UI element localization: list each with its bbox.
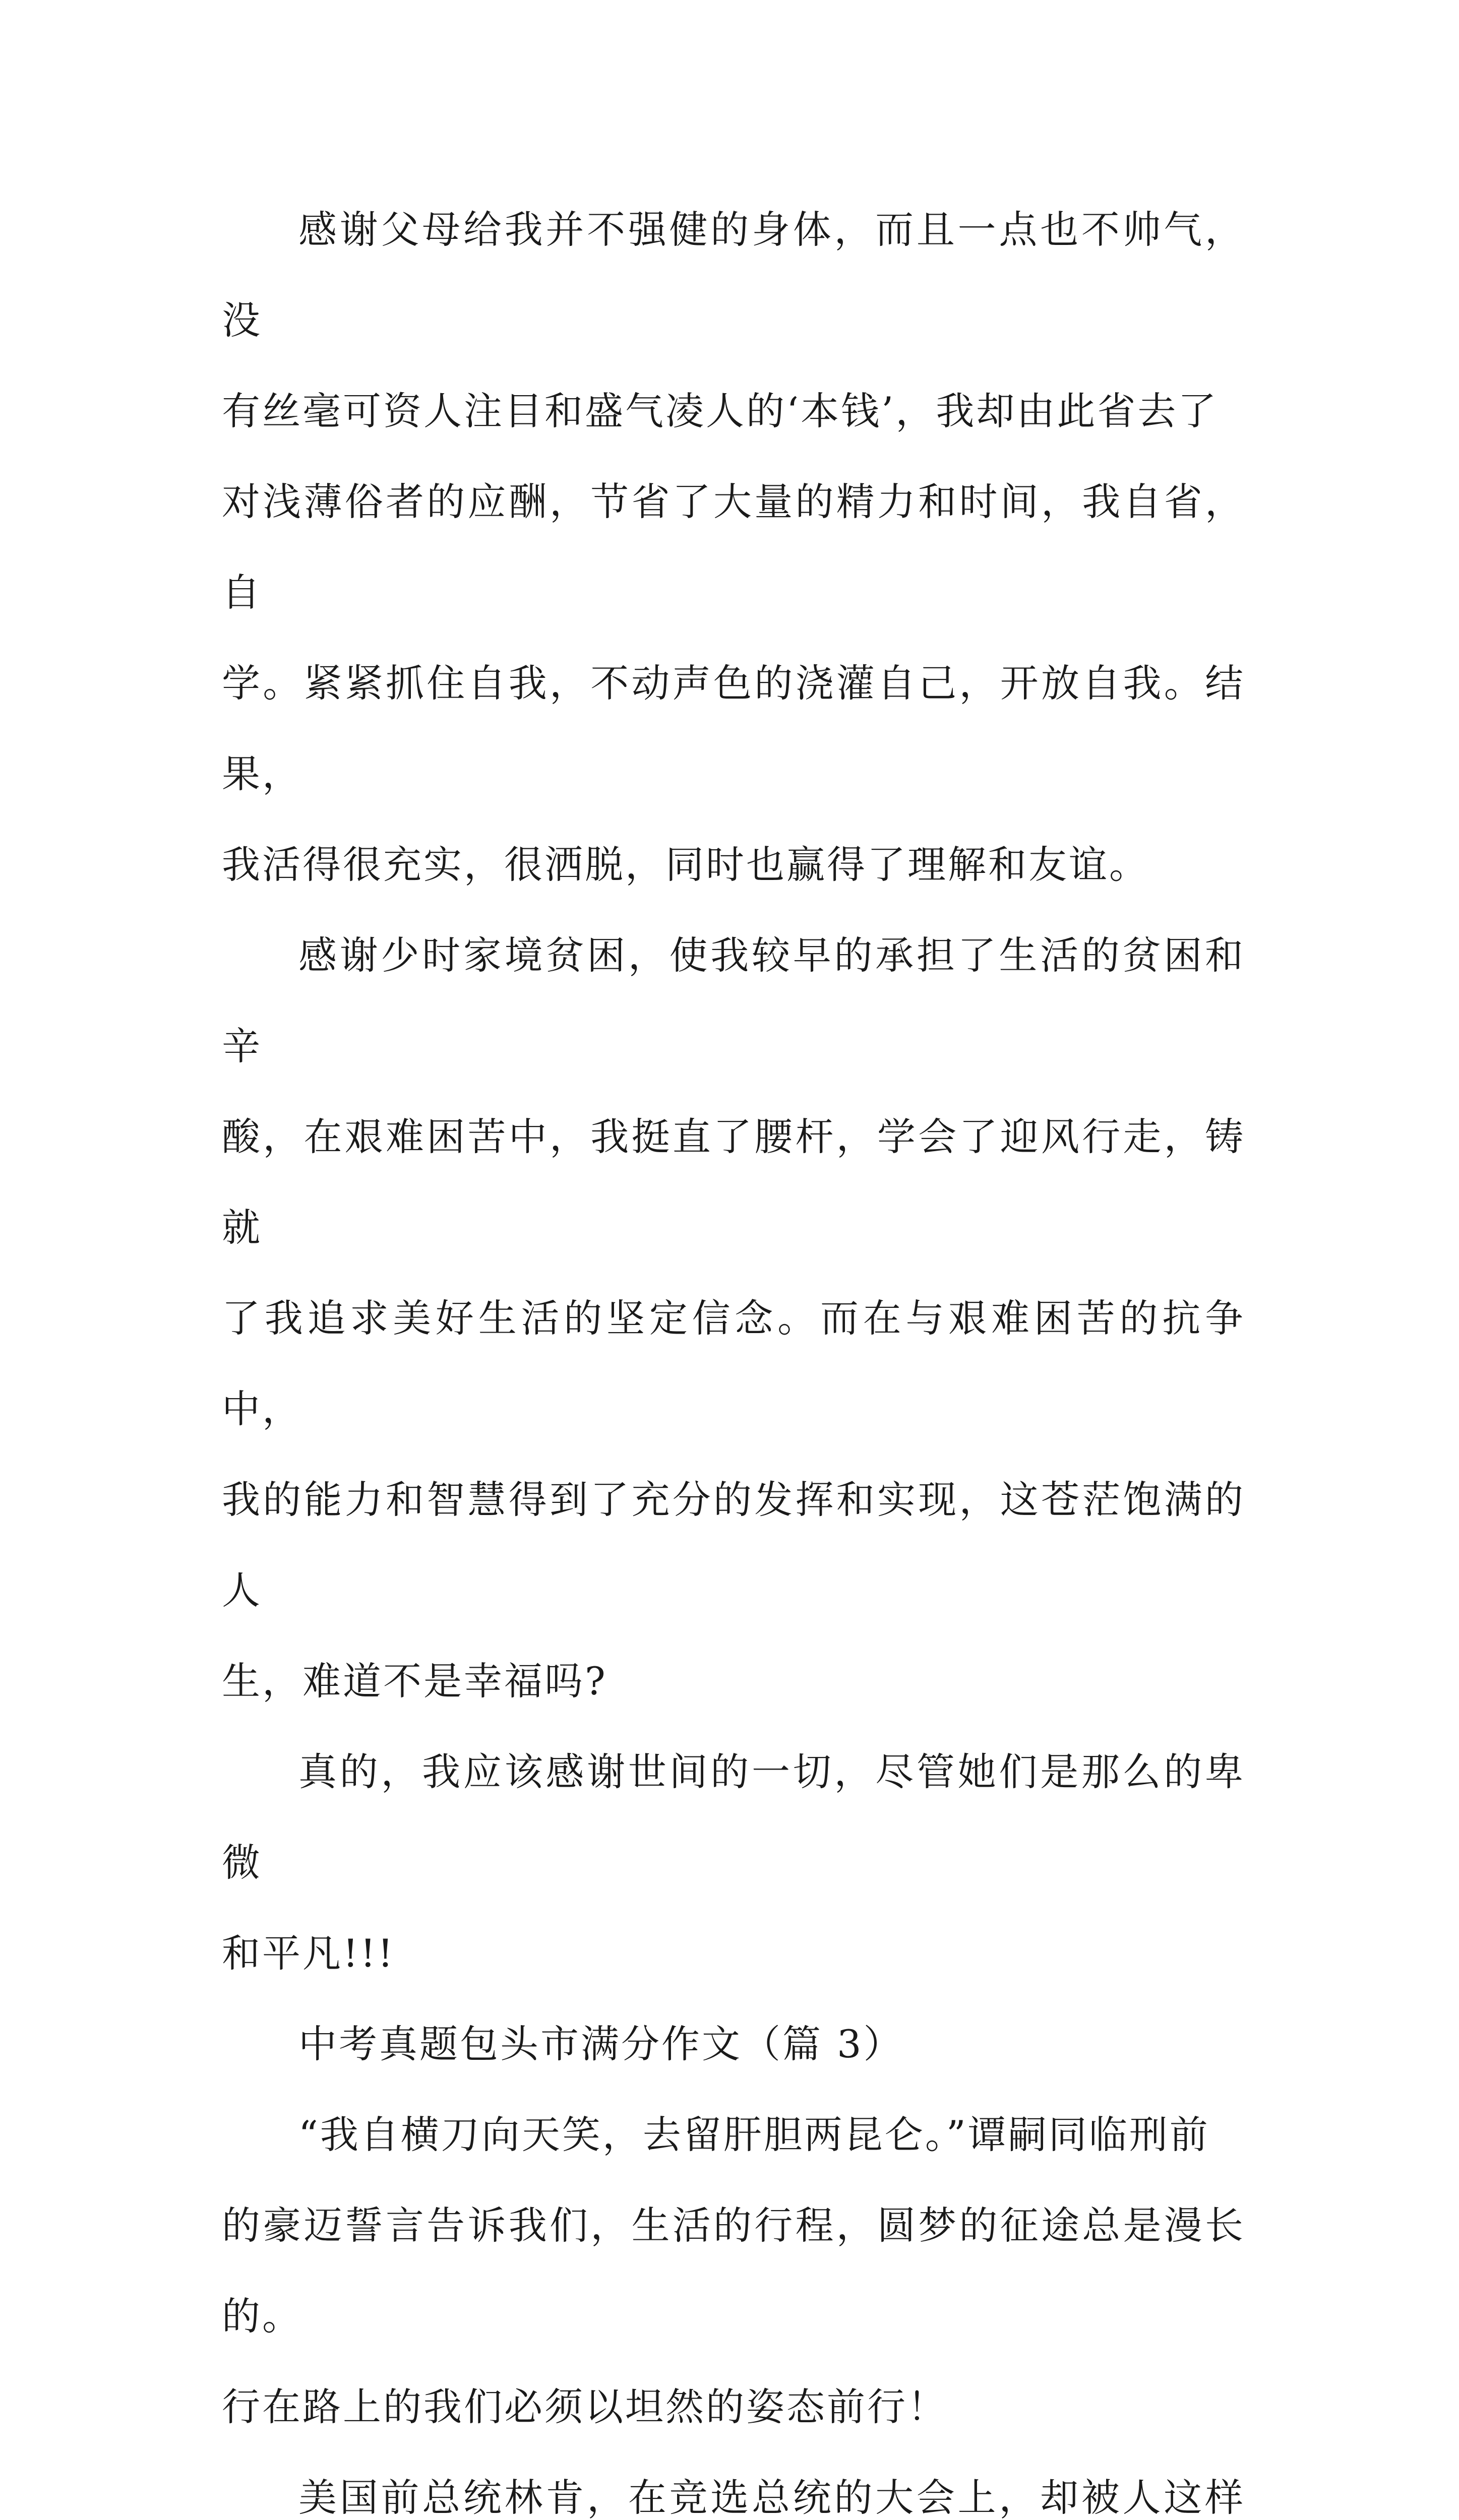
essay-heading: 中考真题包头市满分作文（篇 3） [298,2022,904,2066]
paragraph-gratitude-parents: 感谢父母给我并不强健的身体，而且一点也不帅气，没 有丝毫可资人注目和盛气凌人的‘本钱’，我却由此省去了 对浅薄俗者的应酬，节省了大量的精力和时间，我自省，自 学。紧紧抓住自我，不动声色的浇灌自己，开放自我。结果， 我活得很充实，很洒脱，同时也赢得了理解和友谊。 [222,207,1245,887]
document-body [222,184,1245,2520]
paragraph-lincoln: 美国前总统林肯，在竞选总统的大会上，却被人这样 [298,2475,1245,2520]
paragraph-gratitude-poverty: 感谢少时家境贫困，使我较早的承担了生活的贫困和辛 酸，在艰难困苦中，我挺直了腰杆，学会了迎风行走，铸就 了我追求美好生活的坚定信念。而在与艰难困苦的抗争中， 我的能力和智慧得到了充分的发挥和实现，这苍茫饱满的人 生，难道不是幸福吗? [222,933,1245,1704]
paragraph-gratitude-everything: 真的，我应该感谢世间的一切，尽管她们是那么的卑微 和平凡!!! [222,1749,1245,1976]
paragraph-tan-sitong: “我自横刀向天笑，去留肝胆两昆仑。”谭嗣同临刑前 的豪迈誓言告诉我们，生活的行程，圆梦的征途总是漫长的。 行在路上的我们必须以坦然的姿态前行！ [222,2112,1245,2429]
